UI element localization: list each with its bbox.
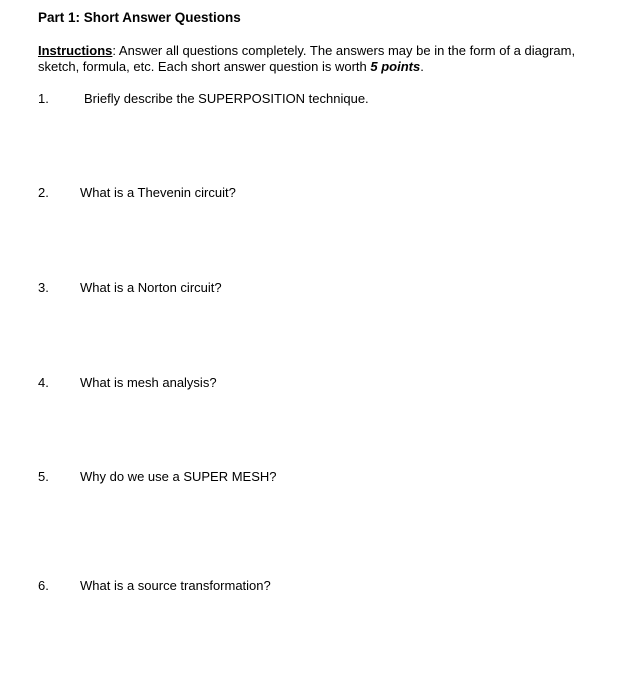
- page-title: Part 1: Short Answer Questions: [38, 10, 241, 25]
- question-4: [38, 375, 217, 390]
- question-number: 6.: [38, 578, 49, 593]
- question-text: What is a Norton circuit?: [80, 280, 222, 295]
- question-text: What is a source transformation?: [80, 578, 271, 593]
- question-number: 5.: [38, 469, 49, 484]
- question-number: 3.: [38, 280, 49, 295]
- question-text: Why do we use a SUPER MESH?: [80, 469, 277, 484]
- question-1: [38, 91, 369, 106]
- question-5: [38, 469, 277, 484]
- question-text: What is mesh analysis?: [80, 375, 217, 390]
- question-6: [38, 578, 271, 593]
- instructions-text-end: .: [420, 59, 424, 74]
- instructions-text: : Answer all questions completely. The answers may be in the form of a diagram, sketch, formula, etc. Each short answer question is worth: [38, 43, 576, 74]
- question-3: [38, 280, 222, 295]
- question-number: 1.: [38, 91, 49, 106]
- question-2: [38, 185, 236, 200]
- question-text: What is a Thevenin circuit?: [80, 185, 236, 200]
- question-number: 2.: [38, 185, 49, 200]
- instructions-label: Instructions: [38, 43, 113, 58]
- points-value: 5 points: [370, 59, 421, 74]
- instructions-paragraph: [38, 43, 598, 75]
- question-number: 4.: [38, 375, 49, 390]
- question-text: Briefly describe the SUPERPOSITION technique.: [84, 91, 369, 106]
